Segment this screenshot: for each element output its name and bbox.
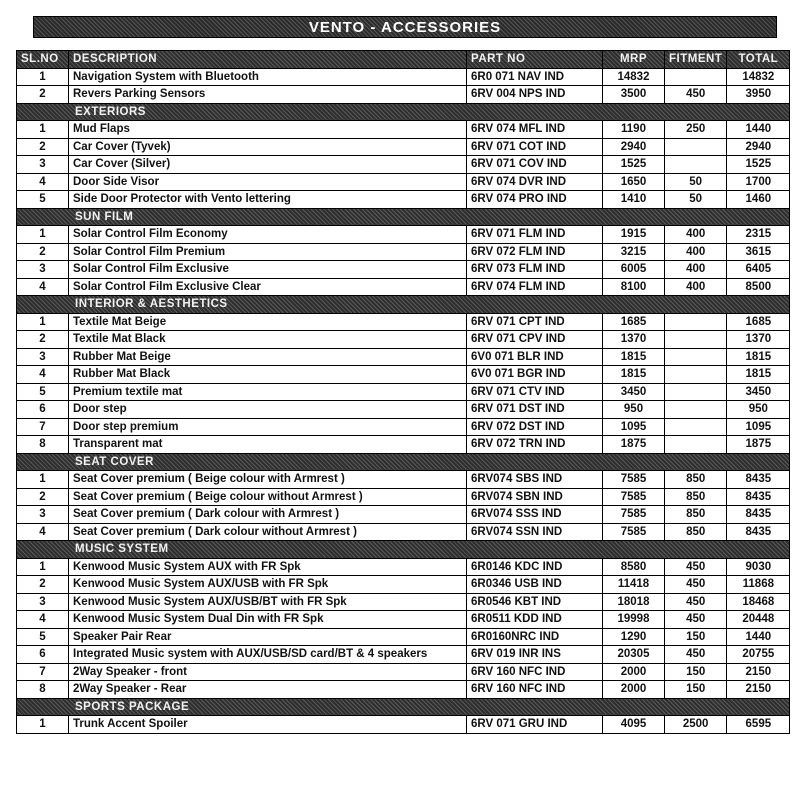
description-cell: Seat Cover premium ( Dark colour with Armrest )	[69, 506, 467, 524]
sl-no-cell: 3	[17, 506, 69, 524]
fitment-cell	[665, 383, 727, 401]
mrp-cell: 19998	[603, 611, 665, 629]
part-no-cell: 6RV074 SSN IND	[467, 523, 603, 541]
sl-no-cell: 1	[17, 716, 69, 734]
sl-no-cell: 4	[17, 366, 69, 384]
fitment-cell: 250	[665, 121, 727, 139]
sl-no-cell: 1	[17, 558, 69, 576]
total-cell: 950	[727, 401, 790, 419]
description-cell: Seat Cover premium ( Dark colour without Armrest )	[69, 523, 467, 541]
section-heading-row	[17, 296, 790, 314]
description-cell: Solar Control Film Exclusive Clear	[69, 278, 467, 296]
sl-no-cell: 6	[17, 401, 69, 419]
mrp-cell: 1685	[603, 313, 665, 331]
part-no-cell: 6RV 071 COT IND	[467, 138, 603, 156]
part-no-cell: 6RV 073 FLM IND	[467, 261, 603, 279]
description-cell: Car Cover (Silver)	[69, 156, 467, 174]
section-heading: INTERIOR & AESTHETICS	[17, 296, 790, 314]
description-cell: Door Side Visor	[69, 173, 467, 191]
mrp-cell: 20305	[603, 646, 665, 664]
part-no-cell: 6RV 072 DST IND	[467, 418, 603, 436]
fitment-cell: 150	[665, 628, 727, 646]
section-heading-row	[17, 103, 790, 121]
fitment-cell: 850	[665, 488, 727, 506]
sl-no-cell: 7	[17, 663, 69, 681]
table-row	[17, 278, 790, 296]
total-cell: 1815	[727, 366, 790, 384]
sl-no-cell: 2	[17, 86, 69, 104]
fitment-cell: 400	[665, 261, 727, 279]
mrp-cell: 1815	[603, 366, 665, 384]
section-heading-row	[17, 208, 790, 226]
description-cell: Door step	[69, 401, 467, 419]
mrp-cell: 1370	[603, 331, 665, 349]
sl-no-cell: 1	[17, 471, 69, 489]
part-no-cell: 6RV 072 FLM IND	[467, 243, 603, 261]
mrp-cell: 8580	[603, 558, 665, 576]
table-row	[17, 86, 790, 104]
sl-no-cell: 5	[17, 628, 69, 646]
description-cell: Integrated Music system with AUX/USB/SD card/BT & 4 speakers	[69, 646, 467, 664]
part-no-cell: 6R0160NRC IND	[467, 628, 603, 646]
table-row	[17, 366, 790, 384]
section-heading: SPORTS PACKAGE	[17, 698, 790, 716]
part-no-cell: 6R0 071 NAV IND	[467, 68, 603, 86]
part-no-cell: 6RV074 SBN IND	[467, 488, 603, 506]
sl-no-cell: 3	[17, 593, 69, 611]
sl-no-cell: 8	[17, 436, 69, 454]
part-no-cell: 6R0346 USB IND	[467, 576, 603, 594]
total-cell: 1440	[727, 121, 790, 139]
description-cell: Car Cover (Tyvek)	[69, 138, 467, 156]
sl-no-cell: 1	[17, 121, 69, 139]
mrp-cell: 1875	[603, 436, 665, 454]
total-cell: 14832	[727, 68, 790, 86]
mrp-cell: 7585	[603, 506, 665, 524]
header-fitment: FITMENT	[665, 51, 727, 69]
description-cell: Seat Cover premium ( Beige colour with Armrest )	[69, 471, 467, 489]
section-heading: SEAT COVER	[17, 453, 790, 471]
table-row	[17, 436, 790, 454]
mrp-cell: 2000	[603, 663, 665, 681]
total-cell: 20755	[727, 646, 790, 664]
mrp-cell: 1915	[603, 226, 665, 244]
table-row	[17, 646, 790, 664]
table-row	[17, 663, 790, 681]
fitment-cell	[665, 401, 727, 419]
mrp-cell: 4095	[603, 716, 665, 734]
sl-no-cell: 2	[17, 576, 69, 594]
table-row	[17, 68, 790, 86]
description-cell: Kenwood Music System AUX/USB/BT with FR Spk	[69, 593, 467, 611]
description-cell: 2Way Speaker - Rear	[69, 681, 467, 699]
description-cell: 2Way Speaker - front	[69, 663, 467, 681]
total-cell: 1460	[727, 191, 790, 209]
fitment-cell	[665, 366, 727, 384]
sl-no-cell: 2	[17, 488, 69, 506]
total-cell: 8435	[727, 488, 790, 506]
fitment-cell: 50	[665, 191, 727, 209]
sl-no-cell: 5	[17, 191, 69, 209]
part-no-cell: 6V0 071 BLR IND	[467, 348, 603, 366]
sl-no-cell: 2	[17, 243, 69, 261]
sl-no-cell: 4	[17, 278, 69, 296]
sl-no-cell: 1	[17, 226, 69, 244]
table-row	[17, 628, 790, 646]
part-no-cell: 6RV 160 NFC IND	[467, 681, 603, 699]
part-no-cell: 6RV 074 DVR IND	[467, 173, 603, 191]
description-cell: Rubber Mat Beige	[69, 348, 467, 366]
part-no-cell: 6RV074 SSS IND	[467, 506, 603, 524]
sl-no-cell: 4	[17, 611, 69, 629]
total-cell: 8435	[727, 506, 790, 524]
description-cell: Door step premium	[69, 418, 467, 436]
sl-no-cell: 3	[17, 348, 69, 366]
total-cell: 3615	[727, 243, 790, 261]
page-title: VENTO - ACCESSORIES	[33, 16, 777, 38]
table-row	[17, 488, 790, 506]
total-cell: 2150	[727, 681, 790, 699]
table-row	[17, 418, 790, 436]
fitment-cell: 450	[665, 646, 727, 664]
total-cell: 8500	[727, 278, 790, 296]
section-heading-row	[17, 453, 790, 471]
total-cell: 1700	[727, 173, 790, 191]
mrp-cell: 7585	[603, 488, 665, 506]
fitment-cell: 450	[665, 593, 727, 611]
mrp-cell: 1650	[603, 173, 665, 191]
part-no-cell: 6RV074 SBS IND	[467, 471, 603, 489]
description-cell: Textile Mat Beige	[69, 313, 467, 331]
table-row	[17, 331, 790, 349]
total-cell: 6405	[727, 261, 790, 279]
table-row	[17, 506, 790, 524]
table-row	[17, 401, 790, 419]
sl-no-cell: 3	[17, 261, 69, 279]
fitment-cell	[665, 331, 727, 349]
total-cell: 11868	[727, 576, 790, 594]
description-cell: Trunk Accent Spoiler	[69, 716, 467, 734]
sl-no-cell: 4	[17, 523, 69, 541]
table-row	[17, 138, 790, 156]
fitment-cell: 400	[665, 243, 727, 261]
table-row	[17, 348, 790, 366]
fitment-cell	[665, 348, 727, 366]
description-cell: Side Door Protector with Vento lettering	[69, 191, 467, 209]
mrp-cell: 1525	[603, 156, 665, 174]
fitment-cell: 850	[665, 523, 727, 541]
mrp-cell: 14832	[603, 68, 665, 86]
mrp-cell: 1410	[603, 191, 665, 209]
header-total: TOTAL	[727, 51, 790, 69]
part-no-cell: 6RV 071 COV IND	[467, 156, 603, 174]
fitment-cell: 450	[665, 86, 727, 104]
sl-no-cell: 1	[17, 68, 69, 86]
total-cell: 2940	[727, 138, 790, 156]
mrp-cell: 3450	[603, 383, 665, 401]
fitment-cell: 150	[665, 681, 727, 699]
fitment-cell	[665, 436, 727, 454]
mrp-cell: 7585	[603, 523, 665, 541]
fitment-cell: 450	[665, 611, 727, 629]
table-row	[17, 611, 790, 629]
total-cell: 3450	[727, 383, 790, 401]
fitment-cell	[665, 68, 727, 86]
part-no-cell: 6RV 071 FLM IND	[467, 226, 603, 244]
total-cell: 8435	[727, 471, 790, 489]
mrp-cell: 2940	[603, 138, 665, 156]
sl-no-cell: 5	[17, 383, 69, 401]
sl-no-cell: 7	[17, 418, 69, 436]
total-cell: 1370	[727, 331, 790, 349]
section-heading: MUSIC SYSTEM	[17, 541, 790, 559]
total-cell: 1095	[727, 418, 790, 436]
section-heading: SUN FILM	[17, 208, 790, 226]
fitment-cell: 450	[665, 576, 727, 594]
description-cell: Textile Mat Black	[69, 331, 467, 349]
table-row	[17, 383, 790, 401]
description-cell: Seat Cover premium ( Beige colour without Armrest )	[69, 488, 467, 506]
total-cell: 2315	[727, 226, 790, 244]
fitment-cell: 2500	[665, 716, 727, 734]
fitment-cell	[665, 418, 727, 436]
part-no-cell: 6RV 019 INR INS	[467, 646, 603, 664]
total-cell: 1875	[727, 436, 790, 454]
table-row	[17, 191, 790, 209]
total-cell: 8435	[727, 523, 790, 541]
mrp-cell: 7585	[603, 471, 665, 489]
total-cell: 2150	[727, 663, 790, 681]
table-row	[17, 261, 790, 279]
part-no-cell: 6RV 071 CTV IND	[467, 383, 603, 401]
part-no-cell: 6RV 071 CPV IND	[467, 331, 603, 349]
description-cell: Solar Control Film Premium	[69, 243, 467, 261]
description-cell: Revers Parking Sensors	[69, 86, 467, 104]
description-cell: Premium textile mat	[69, 383, 467, 401]
sl-no-cell: 3	[17, 156, 69, 174]
mrp-cell: 6005	[603, 261, 665, 279]
description-cell: Solar Control Film Exclusive	[69, 261, 467, 279]
fitment-cell: 150	[665, 663, 727, 681]
header-mrp: MRP	[603, 51, 665, 69]
description-cell: Kenwood Music System Dual Din with FR Spk	[69, 611, 467, 629]
sl-no-cell: 8	[17, 681, 69, 699]
total-cell: 1525	[727, 156, 790, 174]
table-row	[17, 173, 790, 191]
mrp-cell: 1190	[603, 121, 665, 139]
mrp-cell: 1095	[603, 418, 665, 436]
table-row	[17, 313, 790, 331]
section-heading: EXTERIORS	[17, 103, 790, 121]
fitment-cell: 400	[665, 226, 727, 244]
total-cell: 18468	[727, 593, 790, 611]
header-sl-no: SL.NO	[17, 51, 69, 69]
mrp-cell: 8100	[603, 278, 665, 296]
table-row	[17, 716, 790, 734]
description-cell: Solar Control Film Economy	[69, 226, 467, 244]
section-heading-row	[17, 698, 790, 716]
table-row	[17, 576, 790, 594]
total-cell: 1815	[727, 348, 790, 366]
table-row	[17, 243, 790, 261]
table-row	[17, 471, 790, 489]
mrp-cell: 3215	[603, 243, 665, 261]
table-row	[17, 681, 790, 699]
price-table	[16, 50, 790, 734]
fitment-cell: 850	[665, 506, 727, 524]
part-no-cell: 6R0146 KDC IND	[467, 558, 603, 576]
mrp-cell: 3500	[603, 86, 665, 104]
mrp-cell: 950	[603, 401, 665, 419]
mrp-cell: 2000	[603, 681, 665, 699]
description-cell: Navigation System with Bluetooth	[69, 68, 467, 86]
part-no-cell: 6V0 071 BGR IND	[467, 366, 603, 384]
fitment-cell: 450	[665, 558, 727, 576]
part-no-cell: 6RV 071 GRU IND	[467, 716, 603, 734]
mrp-cell: 18018	[603, 593, 665, 611]
table-row	[17, 226, 790, 244]
total-cell: 9030	[727, 558, 790, 576]
description-cell: Kenwood Music System AUX/USB with FR Spk	[69, 576, 467, 594]
part-no-cell: 6RV 160 NFC IND	[467, 663, 603, 681]
fitment-cell	[665, 138, 727, 156]
mrp-cell: 11418	[603, 576, 665, 594]
part-no-cell: 6RV 071 CPT IND	[467, 313, 603, 331]
fitment-cell	[665, 313, 727, 331]
part-no-cell: 6R0511 KDD IND	[467, 611, 603, 629]
part-no-cell: 6R0546 KBT IND	[467, 593, 603, 611]
fitment-cell: 850	[665, 471, 727, 489]
header-description: DESCRIPTION	[69, 51, 467, 69]
section-heading-row	[17, 541, 790, 559]
description-cell: Transparent mat	[69, 436, 467, 454]
table-row	[17, 523, 790, 541]
sl-no-cell: 2	[17, 331, 69, 349]
total-cell: 1440	[727, 628, 790, 646]
part-no-cell: 6RV 004 NPS IND	[467, 86, 603, 104]
total-cell: 3950	[727, 86, 790, 104]
mrp-cell: 1815	[603, 348, 665, 366]
sl-no-cell: 2	[17, 138, 69, 156]
description-cell: Rubber Mat Black	[69, 366, 467, 384]
sl-no-cell: 1	[17, 313, 69, 331]
fitment-cell: 50	[665, 173, 727, 191]
part-no-cell: 6RV 074 MFL IND	[467, 121, 603, 139]
table-header-row	[17, 51, 790, 69]
fitment-cell: 400	[665, 278, 727, 296]
sl-no-cell: 4	[17, 173, 69, 191]
table-row	[17, 121, 790, 139]
description-cell: Mud Flaps	[69, 121, 467, 139]
part-no-cell: 6RV 074 FLM IND	[467, 278, 603, 296]
fitment-cell	[665, 156, 727, 174]
header-part-no: PART NO	[467, 51, 603, 69]
total-cell: 6595	[727, 716, 790, 734]
total-cell: 20448	[727, 611, 790, 629]
description-cell: Kenwood Music System AUX with FR Spk	[69, 558, 467, 576]
total-cell: 1685	[727, 313, 790, 331]
part-no-cell: 6RV 074 PRO IND	[467, 191, 603, 209]
table-row	[17, 558, 790, 576]
part-no-cell: 6RV 072 TRN IND	[467, 436, 603, 454]
description-cell: Speaker Pair Rear	[69, 628, 467, 646]
table-row	[17, 156, 790, 174]
part-no-cell: 6RV 071 DST IND	[467, 401, 603, 419]
mrp-cell: 1290	[603, 628, 665, 646]
sl-no-cell: 6	[17, 646, 69, 664]
table-row	[17, 593, 790, 611]
